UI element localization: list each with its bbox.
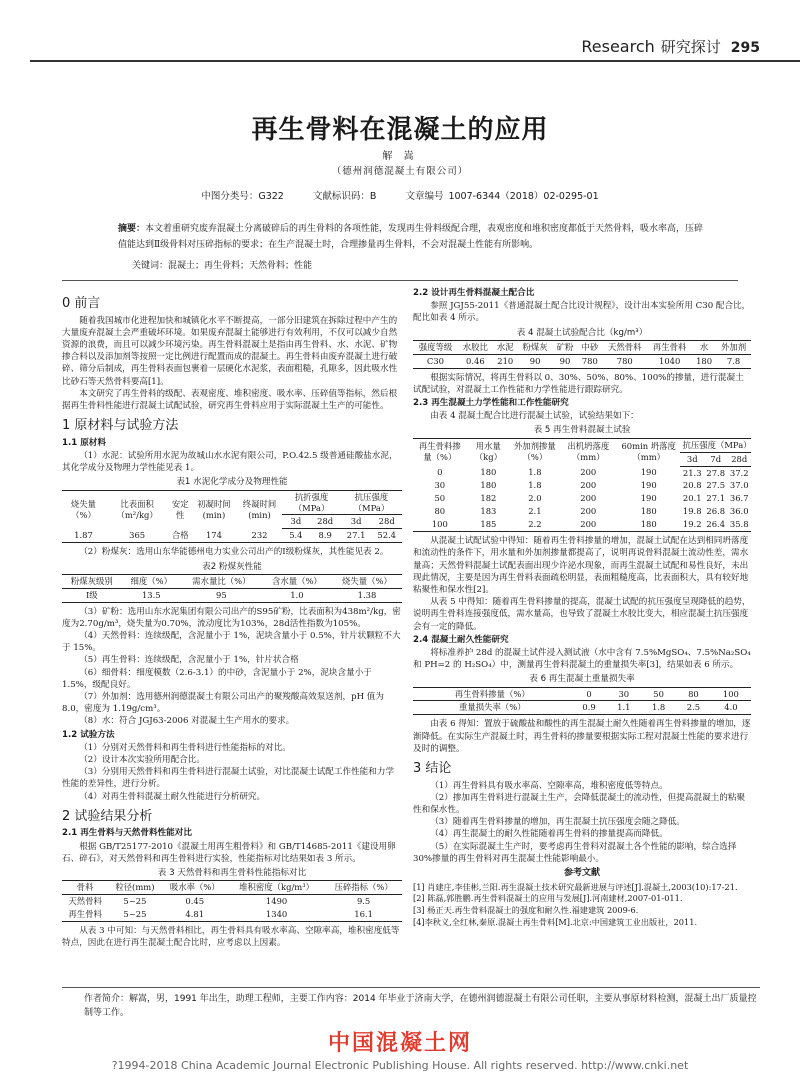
table-cell: 200 [580, 493, 597, 504]
table5 [413, 438, 751, 532]
table-cell: 21.3 [682, 467, 702, 478]
table-cell: 20.1 [682, 493, 702, 504]
method-1: （1）分别对天然骨料和再生骨料进行性能指标的对比。 [79, 742, 291, 753]
table-header: 安定性 [171, 498, 189, 520]
author-intro: 作者简介：解嵩，男，1991 年出生，助理工程师，主要工作内容：2014 年毕业于济南大学，在德州润德混凝土有限公司任职，主要从事原材料检测，混凝土出厂质量控制等工作。 [84, 994, 757, 1019]
table-header: 水胶比 [458, 340, 493, 354]
section-en: Research [581, 37, 655, 56]
paper-title: 再生骨料在混凝土的应用 [251, 115, 549, 145]
table-header: 矿粉 [553, 340, 578, 354]
durability-discussion: 由表 6 得知：置放于硫酸盐和酸性的再生混凝土耐久性随着再生骨料掺量的增加，逐渐降低。在实际生产混凝土时，再生骨料的掺量要根据实际工程对混凝土性能的要求进行及时的调整。 [413, 719, 751, 754]
conclusion-2: （2）掺加再生骨料进行混凝土生产，会降低混凝土的流动性，但提高混凝土的粘聚性和保水性。 [413, 792, 746, 816]
table-cell: 210 [497, 355, 514, 366]
table-cell: 0.45 [185, 896, 205, 907]
result-table3-notes: 从表 3 中可知：与天然骨料相比，再生骨料具有吸水率高、空隙率高，堆积密度低等特点，因此在进行再生混凝土配合比时，应考虑以上因素。 [62, 925, 400, 949]
table-cell: 200 [580, 519, 597, 530]
table-cell: 1.8 [651, 702, 666, 713]
table-header: 含水量（%） [262, 574, 332, 588]
section-zh: 研究探讨 [660, 38, 721, 56]
material-slag: （3）矿粉：选用山东水泥集团有限公司出产的S95矿粉，比表面积为438m²/kg，密度为2.70g/m³，烧失量为0.70%，流动度比为103%，28d活性指数为105%。 [62, 606, 401, 629]
table-cell: 200 [580, 467, 597, 478]
table-cell: 174 [205, 530, 222, 541]
table6-caption: 表 6 再生混凝土重量损失率 [529, 674, 635, 685]
table-cell: 0.9 [582, 702, 596, 713]
material-coarse: （4）天然骨料：连续级配，含泥量小于 1%，泥块含量小于 0.5%，针片状颗粒不大于 15%。 [62, 630, 401, 654]
table-cell: 190 [640, 467, 657, 478]
section-2-title: 2 试验结果分析 [62, 808, 153, 824]
table-cell: 1040 [659, 355, 681, 366]
table-header: 初凝时间(min) [197, 498, 231, 520]
table-cell: 再生骨料掺量（%） [454, 688, 530, 699]
table-header: 终凝时间(min) [242, 498, 277, 520]
table-cell: 36.0 [729, 506, 749, 517]
footer-rule [62, 987, 760, 988]
abstract-text: 本文着重研究废弃混凝土分离破碎后的再生骨料的各项性能，发现再生骨料级配合理，表观密度和堆积密度都低于天然骨料，吸水率高，压碎值能达到Ⅱ级骨料对压碎指标的要求；在生产混凝土时，合理掺量再生骨料，不会对混凝土性能有所影响。 [118, 224, 704, 250]
table2-caption: 表2 粉煤灰性能 [202, 561, 262, 572]
table-cell: 天然骨料 [68, 896, 102, 907]
table-header: 中砂 [577, 340, 602, 354]
page-number: 295 [730, 40, 760, 56]
table-header: 外加剂掺量（%） [513, 441, 556, 463]
table1-caption: 表1 水泥化学成分及物理性能 [176, 477, 288, 488]
table-cell: 190 [640, 480, 657, 491]
section-1-title: 1 原材料与试验方法 [62, 418, 179, 434]
mix-design-paragraph: 参照 JGJ55-2011《普通混凝土配合比设计规程》，设计出本实验所用 C30 配合比，配比如表 4 所示。 [413, 301, 751, 324]
table-cell: 80 [434, 506, 446, 517]
page-header [0, 0, 800, 60]
table-row [413, 466, 751, 479]
table-subheader: 3d [680, 452, 703, 466]
table-cell: 重量损失率（%） [459, 702, 526, 713]
clc-number: 中图分类号：G322 [201, 191, 284, 202]
table-cell: 4.81 [185, 909, 205, 920]
table-cell: 35.8 [729, 519, 749, 530]
author: 解 嵩 [382, 151, 418, 162]
table-cell: 9.5 [356, 896, 371, 907]
table-cell: 180 [640, 519, 657, 530]
table-cell: 5~25 [123, 896, 147, 907]
table-row [62, 588, 402, 602]
article-number: 文章编号 1007-6344（2018）02-0295-01 [405, 191, 599, 202]
table-cell: 30 [618, 688, 630, 699]
table-header: 外加剂 [716, 340, 751, 354]
abstract-rule [62, 280, 738, 281]
keywords-text: 混凝土；再生骨料；天然骨料；性能 [168, 261, 313, 271]
table-header: 再生骨料 [647, 340, 692, 354]
table-cell: 180 [480, 480, 497, 491]
table-cell: 27.1 [706, 493, 726, 504]
table-cell: 27.8 [706, 467, 726, 478]
table-cell: 36.7 [729, 493, 749, 504]
table-header: 需水量比（%） [181, 574, 262, 588]
table-header: 抗折强度（MPa） [293, 491, 330, 513]
table-cell: 合格 [171, 530, 189, 541]
affiliation: （德州润德混凝土有限公司） [331, 166, 469, 177]
table-cell: 190 [640, 493, 657, 504]
left-column [62, 290, 402, 949]
table-cell: 再生骨料 [68, 909, 102, 920]
table-header: 水 [692, 340, 716, 354]
table1 [62, 490, 402, 544]
table4 [413, 340, 751, 369]
subsection-2-2: 2.2 设计再生骨料混凝土配合比 [413, 288, 535, 298]
method-2: （2）设计本次实验所用配合比。 [79, 755, 205, 765]
table-cell: 95 [216, 589, 227, 600]
method-3: （3）分别用天然骨料和再生骨料进行混凝土试验，对比混凝土试配工作性能和力学性能的差异性，进行分析。 [62, 767, 395, 790]
table-header: 堆积密度（kg/m³） [228, 881, 325, 895]
performance-discussion-1: 从混凝土试配试验中得知：随着再生骨料掺量的增加，混凝土试配在达到相同坍落度和流动性的条件下，用水量和外加剂掺量都提高了，说明再说骨料混凝土流动性差，需水量高；天然骨料混凝土试配表面出现少许泌水现象，而再生混凝土试配和易性良好，未出现此情况，主要是因为再生骨料表面疏松明显，表面粗糙度高，比表面积大，具有较好地粘聚性和保水性[2]。 [413, 536, 749, 595]
table-cell: 50 [434, 493, 446, 504]
table-header: 抗压强度（MPa） [682, 439, 752, 450]
table-cell: 90 [529, 355, 541, 366]
table-cell: 50 [653, 688, 664, 699]
reference-item: [2] 陈磊,郭胜鹏.再生骨料混凝土的应用与发展[J].河南建材,2007-01-011. [413, 893, 683, 904]
material-recycled: （5）再生骨料：连续级配，含泥量小于 1%，针片状合格 [79, 655, 299, 666]
table-header: 60min 坍落度（mm） [621, 441, 676, 463]
table-cell: 180 [640, 506, 657, 517]
intro-paragraph-2: 本文研究了再生骨料的级配、表观密度、堆积密度、吸水率、压碎值等指标，然后根据再生骨料性能进行混凝土试配试验，研究再生骨料应用于实际混凝土生产的可能性。 [62, 388, 398, 412]
running-head [581, 36, 760, 59]
table-row [62, 895, 402, 908]
conclusion-5: （5）在实际混凝土生产时，要考虑再生骨料对混凝土各个性能的影响，综合选择 30%掺量的再生骨料对再生混凝土性能影响最小。 [413, 841, 737, 864]
table-row [413, 687, 751, 701]
table-cell: 232 [251, 530, 268, 541]
table-cell: 1490 [265, 896, 288, 907]
table-cell: 780 [581, 355, 598, 366]
references-title: 参考文献 [563, 868, 600, 879]
table-cell: 200 [580, 506, 597, 517]
section-0-title: 0 前言 [62, 296, 101, 311]
reference-item: [4]李秋义,全红林,秦原.混凝土再生骨料[M].北京:中国建筑工业出版社，2011. [413, 916, 698, 927]
subsection-1-1: 1.1 原材料 [62, 437, 106, 448]
table-cell: 365 [129, 530, 146, 541]
material-fine: （6）细骨料：细度模数（2.6-3.1）的中砂，含泥量小于 2%，泥块含量小于 1.5%，级配良好。 [62, 667, 372, 690]
table-cell: 200 [580, 480, 597, 491]
subsection-2-3: 2.3 再生混凝土力学性能和工作性能研究 [413, 398, 569, 409]
table-cell: Ⅰ级 [86, 589, 98, 600]
table-cell: 185 [480, 519, 497, 530]
table-header: 压碎指标（%） [325, 881, 402, 895]
table-row [413, 701, 751, 715]
table-cell: 1.38 [357, 589, 377, 600]
table-cell: 1340 [265, 909, 288, 920]
table-cell: 80 [688, 688, 699, 699]
table-cell: 1.0 [290, 589, 304, 600]
subsection-1-2: 1.2 试验方法 [62, 729, 115, 740]
table-cell: 2.0 [528, 493, 542, 504]
table-subheader: 7d [704, 452, 727, 466]
performance-intro: 由表 4 混凝土配合比进行混凝土试验，试验结果如下： [430, 411, 639, 422]
table-cell: 37.2 [729, 467, 749, 478]
conclusion-3: （3）随着再生骨料掺量的增加，再生混凝土抗压强度会随之降低。 [430, 817, 685, 828]
table-cell: 5~25 [123, 909, 147, 920]
table-row [413, 518, 751, 531]
table-header: 粉煤灰级别 [62, 574, 122, 588]
keywords [132, 260, 712, 273]
table4-caption: 表 4 混凝土试验配合比（kg/m³） [516, 327, 648, 338]
table-header: 吸水率（%） [162, 881, 228, 895]
table-cell: 90 [559, 355, 571, 366]
table-cell: 182 [480, 493, 497, 504]
table-cell: 100 [431, 519, 448, 530]
table-cell: 4.0 [724, 702, 738, 713]
references [413, 867, 751, 928]
table-cell: 180 [696, 355, 713, 366]
table-cell: 1.8 [528, 480, 542, 491]
table-cell: 37.0 [729, 480, 749, 491]
table-cell: 16.1 [354, 909, 373, 920]
intro-paragraph-1: 随着我国城市化进程加快和城镇化水平不断提高，一部分旧建筑在拆除过程中产生的大量废弃混凝土会严重破坏环境。如果废弃混凝土能够进行有效利用，不仅可以减少自然资源的浪费，而且可以减少环境污染。再生骨料混凝土是指由再生骨料、水、水泥、矿物掺合料以及添加剂等按照一定比例进行配置而成的混凝土。再生骨料由废弃混凝土进行破碎、筛分后制成，再生骨料表面包裹着一层硬化水泥浆，表面粗糙，孔隙多，因此吸水性比砂石等天然骨料要高[1]。 [62, 315, 398, 387]
abstract [118, 222, 712, 254]
table-row [413, 479, 751, 492]
table-cell: 7.8 [726, 355, 741, 366]
reference-item: [3] 杨正天.再生骨料混凝土的强度和耐久性.福建建筑 2009-6. [413, 905, 639, 916]
table-header: 用水量（kg） [474, 441, 502, 463]
table-row [413, 354, 751, 368]
mix-notes: 根据实际情况，将再生骨料以 0、30%、50%、80%、100%的掺量，进行混凝土试配试验，对混凝土工作性能和力学性能进行跟踪研究。 [413, 372, 744, 395]
table-header: 再生骨料掺量（%） [418, 441, 461, 463]
table-cell: 19.8 [682, 506, 702, 517]
table-cell: 52.4 [377, 530, 397, 541]
table-header: 强度等级 [413, 340, 458, 354]
table-cell: 183 [480, 506, 497, 517]
table-cell: 0 [586, 688, 592, 699]
table-subheader: 28d [309, 515, 340, 529]
table-row [413, 505, 751, 518]
table-cell: 26.8 [706, 506, 726, 517]
table-header: 出机坍落度（mm） [567, 441, 610, 463]
subsection-2-4: 2.4 混凝土耐久性能研究 [413, 634, 509, 645]
table-header: 粉煤灰 [518, 340, 553, 354]
table-cell: 26.4 [706, 519, 726, 530]
table6 [413, 687, 751, 716]
material-admixture: （7）外加剂：选用德州润德混凝土有限公司出产的聚羧酸高效泵送剂，pH 值为 8.0，密度为 1.19g/cm³。 [62, 691, 384, 715]
method-4: （4）对再生骨料混凝土耐久性能进行分析研究。 [79, 791, 266, 802]
table-cell: 100 [722, 688, 739, 699]
performance-discussion-2: 从表 5 中得知：随着再生骨料掺量的提高，混凝土试配的抗压强度呈现降低的趋势，说明再生骨料连接强度低，需水量高，也导致了混凝土水胶比变大，相应混凝土抗压强度会有一定的降低。 [413, 597, 751, 632]
table-cell: 27.5 [706, 480, 726, 491]
table-header: 水泥 [493, 340, 518, 354]
keywords-label: 关键词： [132, 261, 169, 271]
table-cell: 1.8 [528, 467, 542, 478]
table-cell: 1.1 [617, 702, 631, 713]
table-cell: C30 [426, 355, 444, 366]
table-cell: 1.87 [74, 530, 93, 541]
table-row [413, 492, 751, 505]
reference-item: [1] 肖建庄,李佳彬,兰阳.再生混凝土技术研究最新进展与评述[J].混凝土,2003(10):17-21. [413, 881, 738, 892]
table5-caption: 表 5 再生骨料混凝土试验 [533, 425, 631, 436]
table-header: 细度（%） [122, 574, 181, 588]
table-cell: 180 [480, 467, 497, 478]
table-cell: 27.1 [346, 530, 366, 541]
table-cell: 2.1 [528, 506, 542, 517]
table-header: 烧失量（%） [70, 498, 97, 520]
table-header: 比表面积（m²/kg） [116, 498, 158, 520]
table-cell: 13.5 [141, 589, 161, 600]
table-subheader: 3d [341, 515, 372, 529]
header-rule [30, 60, 800, 62]
table-cell: 2.2 [528, 519, 542, 530]
table-header: 烧失量（%） [332, 574, 402, 588]
conclusion-4: （4）再生混凝土的耐久性能随着再生骨料的掺量提高而降低。 [430, 829, 668, 840]
table-cell: 20.8 [682, 480, 702, 491]
table-subheader: 28d [371, 515, 402, 529]
result-paragraph-1: 根据 GB/T25177-2010《混凝土用再生粗骨料》和 GB/T14685-2011《建设用卵石、碎石》，对天然骨料和再生骨料进行实验，性能指标对比结果如表 3 所示。 [62, 841, 396, 864]
table-cell: 0.46 [466, 355, 485, 366]
table-cell: 2.5 [686, 702, 701, 713]
table-row [62, 908, 402, 921]
table-cell: 19.2 [682, 519, 702, 530]
copyright-line: ?1994-2018 China Academic Journal Electronic Publishing House. All rights reserved. http://www.cnki.net [111, 1059, 689, 1072]
table-header: 抗压强度（MPa） [353, 491, 390, 513]
right-column [413, 286, 751, 928]
conclusion-1: （1）再生骨料具有吸水率高、空隙率高，堆积密度低等特点。 [430, 780, 668, 791]
table-cell: 30 [434, 480, 446, 491]
section-3-title: 3 结论 [413, 761, 452, 777]
table-subheader: 3d [282, 515, 309, 529]
table-header: 天然骨料 [602, 340, 647, 354]
table-cell: 5.4 [289, 530, 303, 541]
material-flyash: （2）粉煤灰：选用山东华能德州电力实业公司出产的Ⅰ级粉煤灰，其性能见表 2。 [79, 547, 389, 558]
material-water: （8）水：符合 JGJ63-2006 对混凝土生产用水的要求。 [79, 716, 295, 727]
abstract-label: 摘要： [118, 224, 146, 234]
table-subheader: 28d [727, 452, 751, 466]
article-meta [0, 190, 800, 203]
table-cell: 780 [616, 355, 633, 366]
table-row [62, 529, 402, 543]
durability-paragraph: 将标准养护 28d 的混凝土试件浸入测试液（水中含有 7.5%MgSO₄、7.5%Na₂SO₄ 和 PH=2 的 H₂SO₄）中，测量再生骨料混凝土的重量损失率[3]，结果如表 6 所示。 [413, 647, 751, 671]
material-cement: （1）水泥：试验所用水泥为故城山水水泥有限公司，P.O.42.5 级普通硅酸盐水泥，其化学成分及物理力学性能见表 1。 [62, 451, 398, 474]
doc-code: 文献标识码：B [312, 191, 377, 202]
table2 [62, 574, 402, 603]
table-header: 粒径(mm) [108, 881, 161, 895]
site-watermark: 中国混凝土网 [327, 1031, 472, 1056]
table-cell: 8.9 [318, 530, 332, 541]
table3-caption: 表 3 天然骨料和再生骨料性能指标对比 [157, 868, 307, 879]
subsection-2-1: 2.1 再生骨料与天然骨料性能对比 [62, 828, 192, 839]
table-header: 骨料 [62, 881, 108, 895]
table-cell: 0 [437, 467, 443, 478]
table3 [62, 880, 402, 922]
